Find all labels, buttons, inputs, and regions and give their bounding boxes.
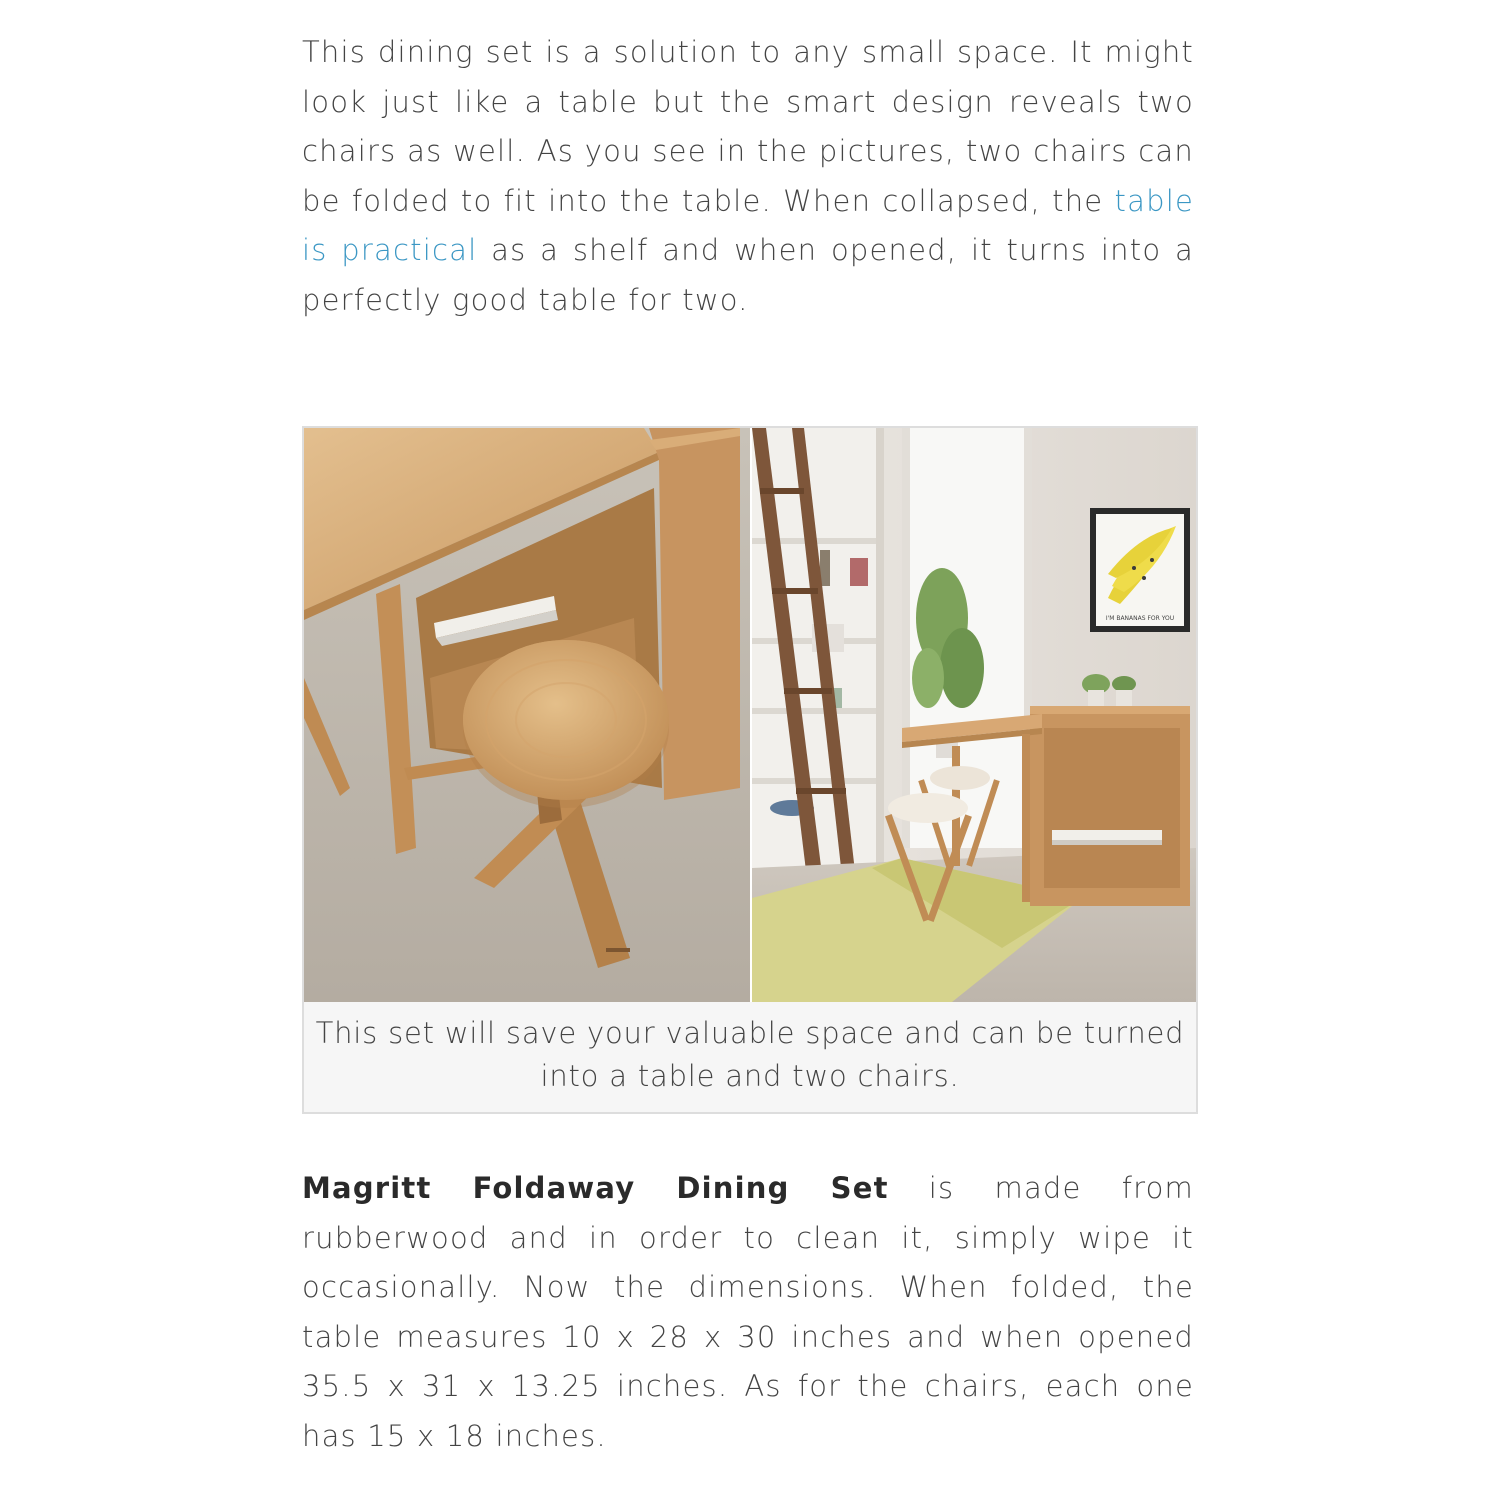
product-figure — [302, 426, 1198, 1114]
poster-text: I'M BANANAS FOR YOU — [1105, 615, 1175, 622]
table-is-practical-link[interactable]: table is practical — [302, 183, 1194, 268]
intro-paragraph — [302, 28, 1194, 326]
intro-text-before-link: This dining set is a solution to any small space. It might look just like a table but the smart design reveals two chairs as well. As you see in the pictures, two chairs can be folded to fit into the table. When collapsed, the — [302, 35, 1194, 218]
details-paragraph — [302, 1164, 1194, 1462]
product-name: Magritt Foldaway Dining Set — [302, 1171, 889, 1205]
figure-photos — [304, 428, 1196, 1002]
stool-closeup-photo — [304, 428, 750, 1002]
article-body — [302, 28, 1194, 326]
details-section — [302, 1164, 1194, 1462]
room-scene-photo — [752, 428, 1196, 1002]
figure-caption: This set will save your valuable space and can be turned into a table and two chairs. — [315, 1016, 1185, 1093]
details-text: is made from rubberwood and in order to clean it, simply wipe it occasionally. Now the dimensions. When folded, the table measures 10 x 28 x 30 inches and when opened 35.5 x 31 x 13.25 inches. As for the chairs, each one has 15 x 18 inches. — [302, 1171, 1194, 1453]
intro-text-after-link: as a shelf and when opened, it turns into a perfectly good table for two. — [302, 233, 1194, 317]
